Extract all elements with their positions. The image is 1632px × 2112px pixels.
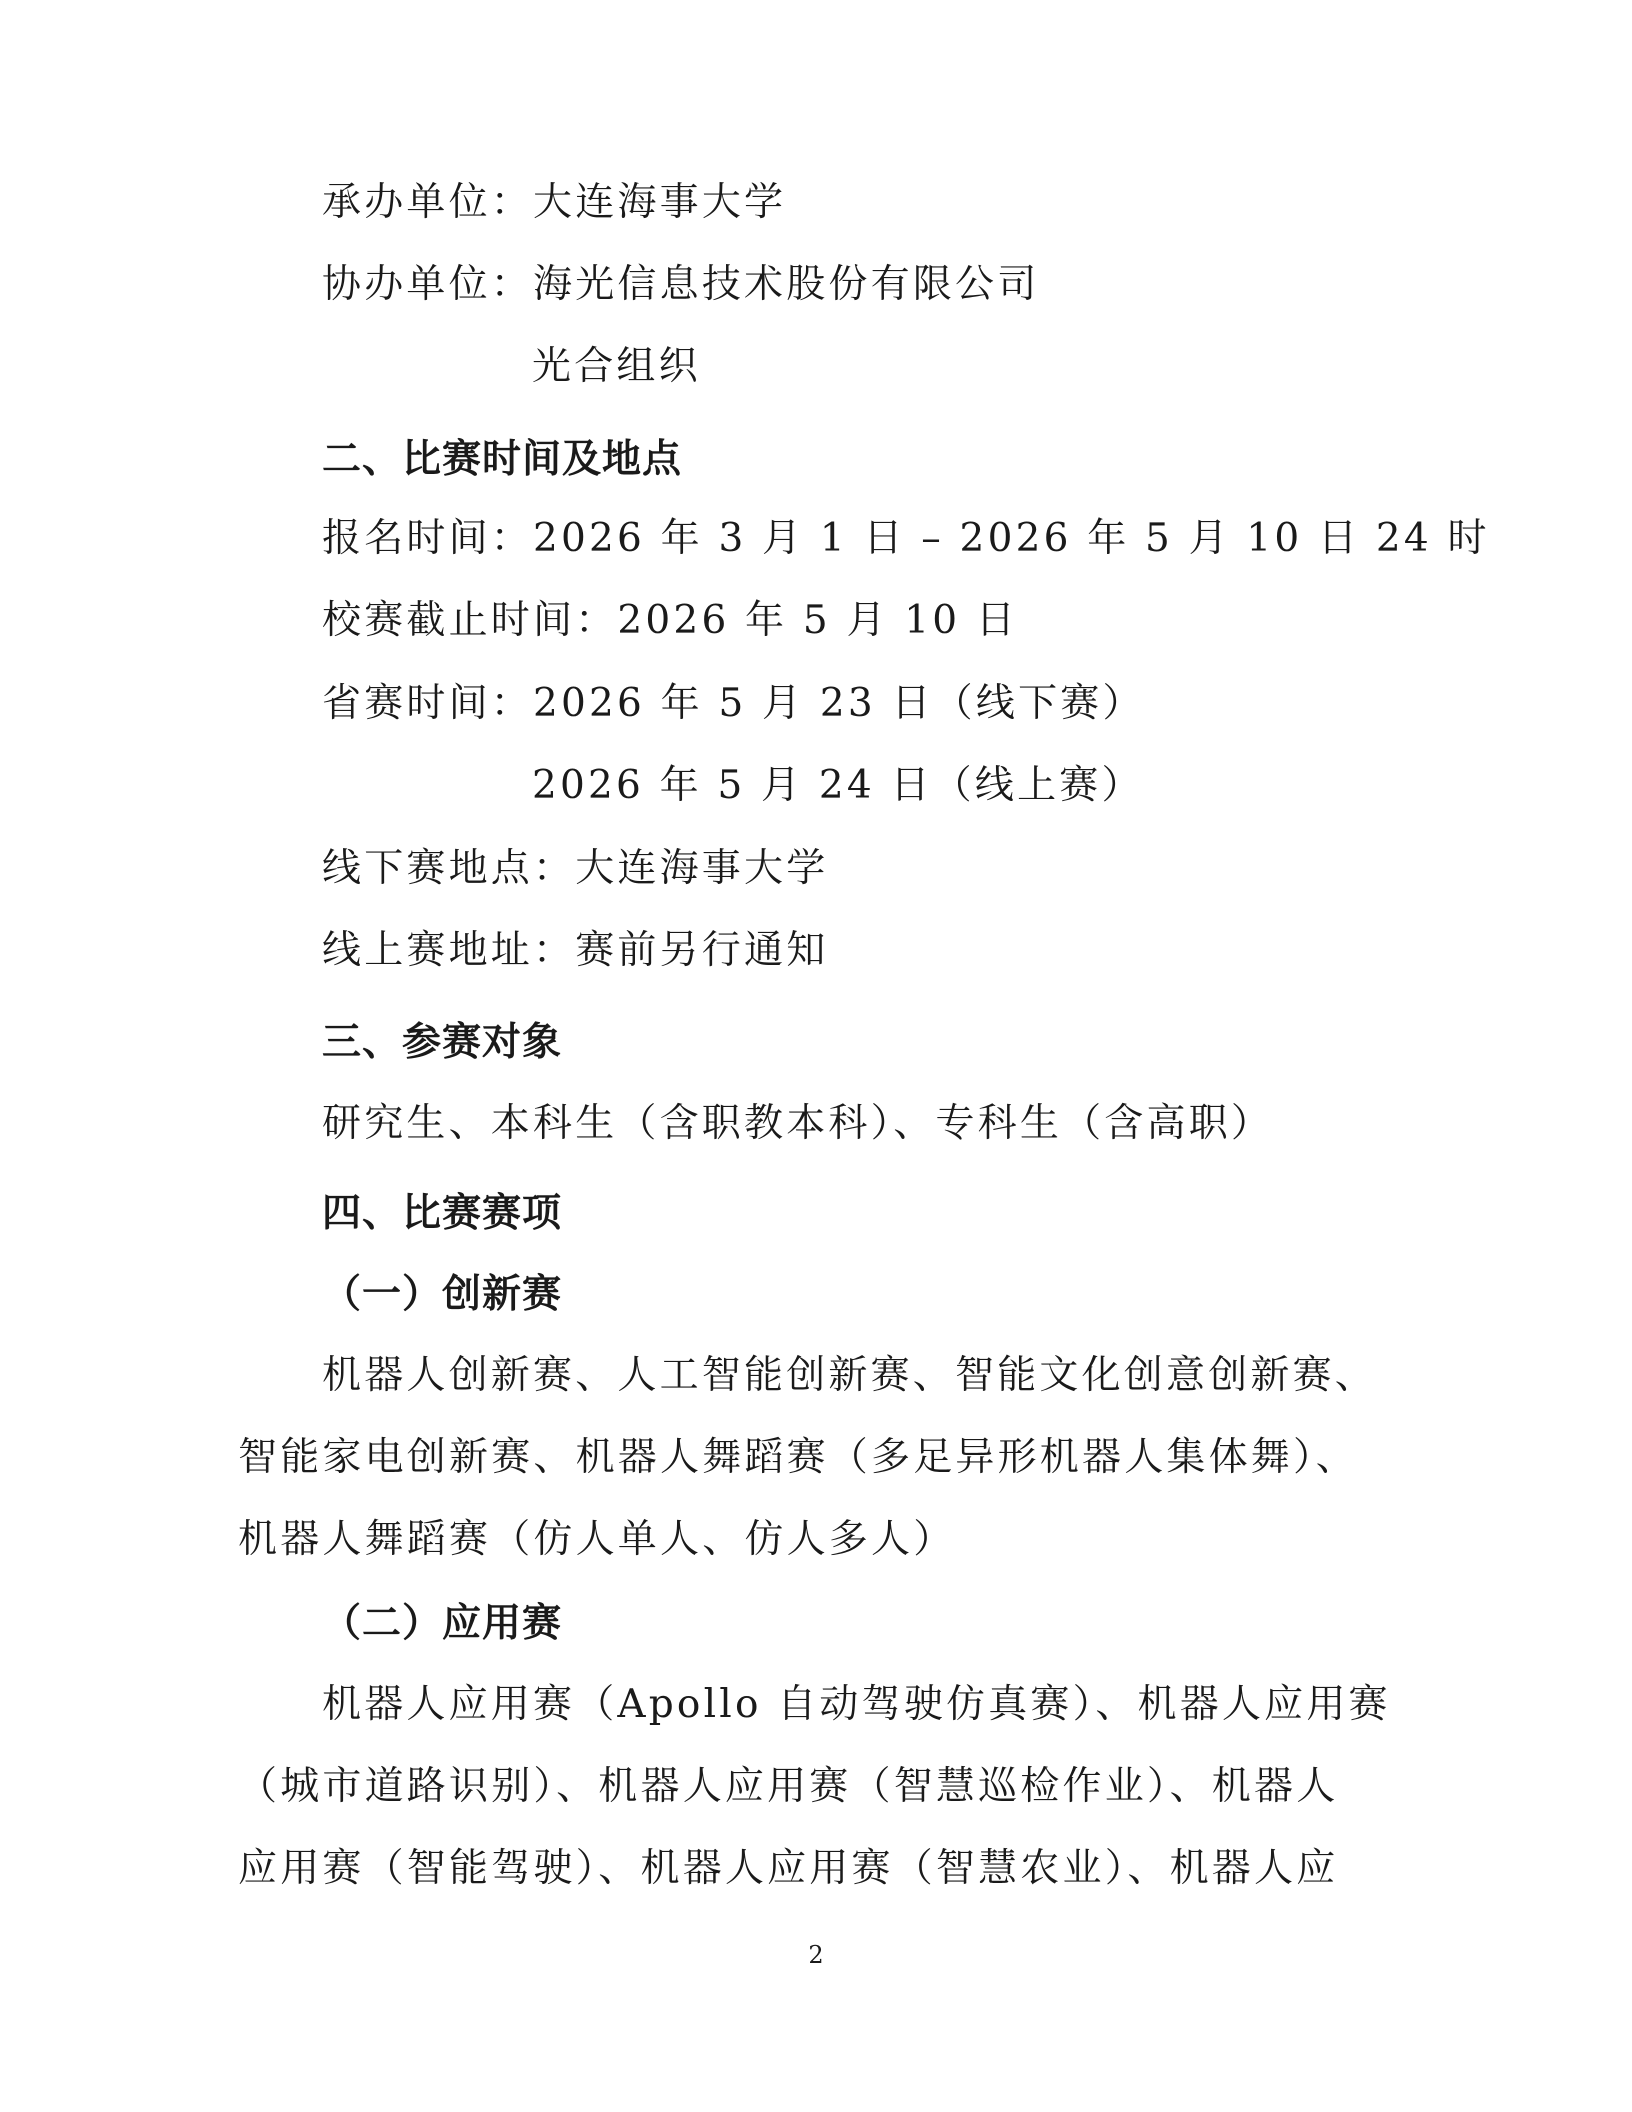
school-deadline: 校赛截止时间：2026 年 5 月 10 日 — [322, 598, 1019, 643]
page-number: 2 — [808, 1941, 824, 1969]
subheading-innovation: （一）创新赛 — [322, 1271, 563, 1317]
host-unit-value: 大连海事大学 — [533, 180, 787, 225]
innovation-paragraph-line-1: 机器人创新赛、人工智能创新赛、智能文化创意创新赛、 — [322, 1353, 1378, 1398]
provincial-time-offline: 省赛时间：2026 年 5 月 23 日（线下赛） — [322, 681, 1145, 726]
registration-time: 报名时间：2026 年 3 月 1 日 – 2026 年 5 月 10 日 24 时 — [322, 516, 1490, 561]
online-address: 线上赛地址：赛前另行通知 — [322, 928, 829, 973]
application-paragraph-line-2: （城市道路识别）、机器人应用赛（智慧巡检作业）、机器人 — [238, 1764, 1339, 1809]
offline-location: 线下赛地点：大连海事大学 — [322, 846, 829, 891]
co-host-unit-label: 协办单位： — [322, 262, 534, 307]
co-host-unit-value-2: 光合组织 — [532, 344, 701, 389]
co-host-unit-value-1: 海光信息技术股份有限公司 — [533, 262, 1040, 307]
section-heading-events: 四、比赛赛项 — [322, 1190, 563, 1236]
section-heading-participants: 三、参赛对象 — [322, 1019, 563, 1065]
participants-body: 研究生、本科生（含职教本科）、专科生（含高职） — [322, 1101, 1274, 1146]
innovation-paragraph-line-3: 机器人舞蹈赛（仿人单人、仿人多人） — [238, 1517, 956, 1562]
subheading-application: （二）应用赛 — [322, 1600, 563, 1646]
host-unit-label: 承办单位： — [322, 180, 534, 225]
application-paragraph-line-1: 机器人应用赛（Apollo 自动驾驶仿真赛）、机器人应用赛 — [322, 1682, 1391, 1727]
innovation-paragraph-line-2: 智能家电创新赛、机器人舞蹈赛（多足异形机器人集体舞）、 — [238, 1435, 1358, 1480]
host-unit-line — [322, 173, 786, 233]
co-host-unit-line — [322, 255, 1039, 315]
application-paragraph-line-3: 应用赛（智能驾驶）、机器人应用赛（智慧农业）、机器人应 — [238, 1846, 1339, 1891]
provincial-time-online: 2026 年 5 月 24 日（线上赛） — [532, 763, 1144, 808]
section-heading-time-location: 二、比赛时间及地点 — [322, 436, 683, 482]
